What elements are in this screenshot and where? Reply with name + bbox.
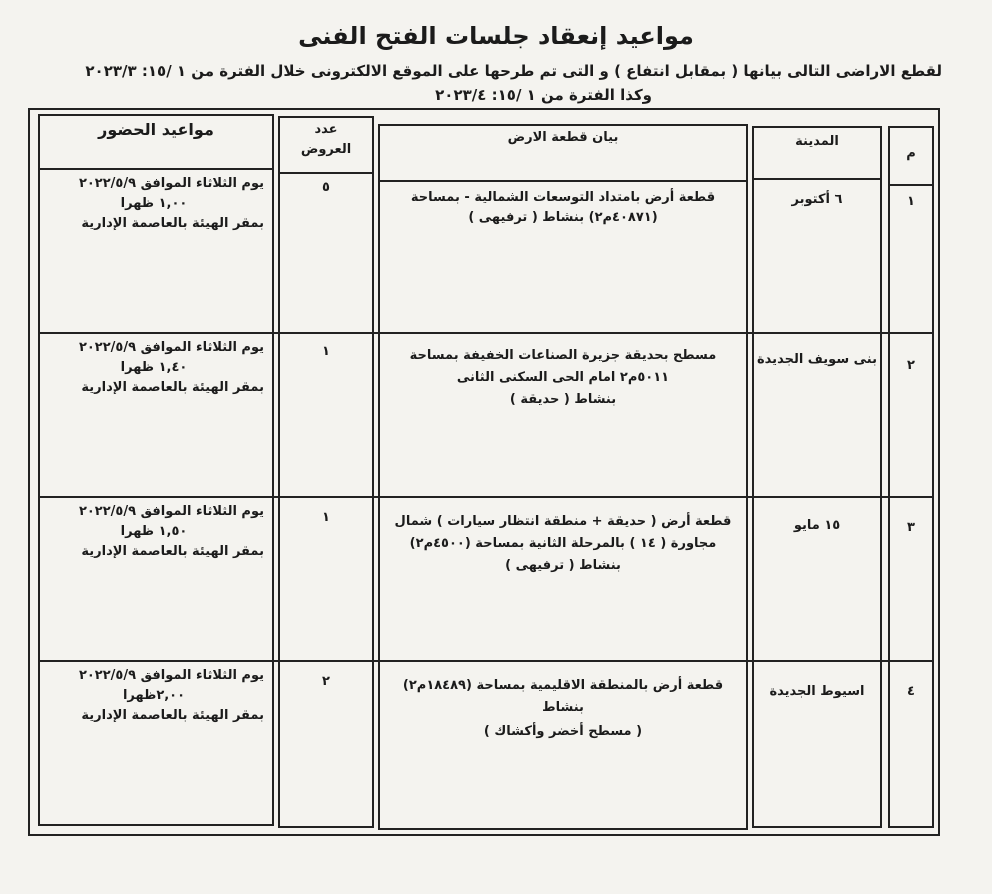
- row-2-land-2: ٥٠١١م٢ امام الحى السكنى الثانى: [456, 370, 670, 385]
- row-1-attendance-2: ١,٠٠ ظهرا: [120, 196, 188, 211]
- header-divider: [888, 184, 934, 186]
- row-divider: [38, 660, 934, 662]
- subtitle-line-2: وكذا الفترة من ١ /١٥: ٢٠٢٣/٤: [435, 86, 652, 104]
- document-title: مواعيد إنعقاد جلسات الفتح الفنى: [298, 22, 694, 50]
- row-3-land-1: قطعة أرض ( حديقة + منطقة انتظار سيارات ) شمال: [394, 514, 732, 529]
- row-4-land-2: بنشاط: [542, 700, 584, 715]
- column-city: [752, 126, 882, 828]
- header-divider: [378, 180, 748, 182]
- row-2-num: ٢: [907, 358, 915, 373]
- header-offers-1: عدد: [314, 122, 338, 137]
- row-1-land-2: (٤٠٨٧١م٢) بنشاط ( ترفيهى ): [468, 210, 658, 225]
- row-4-num: ٤: [907, 684, 915, 699]
- row-2-city: بنى سويف الجديدة: [757, 352, 877, 367]
- row-4-land-1: قطعة أرض بالمنطقة الاقليمية بمساحة (١٨٤٨٩م٢): [402, 678, 724, 693]
- row-3-attendance-3: بمقر الهيئة بالعاصمة الإدارية: [81, 544, 264, 559]
- row-3-num: ٣: [907, 520, 915, 535]
- row-3-offers: ١: [322, 510, 330, 525]
- header-num: م: [906, 146, 916, 161]
- row-1-offers: ٥: [322, 180, 330, 195]
- row-3-land-3: بنشاط ( ترفيهى ): [505, 558, 621, 573]
- row-3-attendance-1: يوم الثلاثاء الموافق ٢٠٢٢/٥/٩: [78, 504, 264, 519]
- row-2-attendance-2: ١,٤٠ ظهرا: [120, 360, 188, 375]
- row-3-city: ١٥ مايو: [793, 518, 841, 533]
- header-divider: [278, 172, 374, 174]
- row-1-attendance-3: بمقر الهيئة بالعاصمة الإدارية: [81, 216, 264, 231]
- header-city: المدينة: [795, 134, 839, 149]
- row-2-land-3: بنشاط ( حديقة ): [509, 392, 617, 407]
- row-1-attendance-1: يوم الثلاثاء الموافق ٢٠٢٢/٥/٩: [78, 176, 264, 191]
- row-4-attendance-2: ٢,٠٠ظهرا: [122, 688, 186, 703]
- row-4-city: اسيوط الجديدة: [769, 684, 865, 699]
- row-1-land-1: قطعة أرض بامتداد التوسعات الشمالية - بمساحة: [410, 190, 716, 205]
- header-divider: [38, 168, 274, 170]
- header-offers-2: العروض: [300, 142, 352, 157]
- row-2-attendance-1: يوم الثلاثاء الموافق ٢٠٢٢/٥/٩: [78, 340, 264, 355]
- row-divider: [38, 332, 934, 334]
- row-4-attendance-3: بمقر الهيئة بالعاصمة الإدارية: [81, 708, 264, 723]
- row-1-city: ٦ أكتوبر: [791, 192, 843, 207]
- header-land: بيان قطعة الارض: [507, 130, 619, 145]
- row-divider: [38, 496, 934, 498]
- row-4-offers: ٢: [322, 674, 330, 689]
- column-num: [888, 126, 934, 828]
- header-attendance: مواعيد الحضور: [98, 120, 214, 139]
- row-3-attendance-2: ١,٥٠ ظهرا: [120, 524, 188, 539]
- row-4-attendance-1: يوم الثلاثاء الموافق ٢٠٢٢/٥/٩: [78, 668, 264, 683]
- header-divider: [752, 178, 882, 180]
- row-2-attendance-3: بمقر الهيئة بالعاصمة الإدارية: [81, 380, 264, 395]
- row-1-num: ١: [907, 194, 915, 209]
- column-offers: [278, 116, 374, 828]
- row-3-land-2: مجاورة ( ١٤ ) بالمرحلة الثانية بمساحة (٤٥٠٠م٢): [409, 536, 717, 551]
- row-2-land-1: مسطح بحديقة جزيرة الصناعات الخفيفة بمساحة: [409, 348, 717, 363]
- subtitle-line-1: لقطع الاراضى التالى بيانها ( بمقابل انتفاع ) و التى تم طرحها على الموقع الالكترونى خلال الفترة من ١ /١٥: ٢٠٢٣/٣: [85, 62, 942, 80]
- row-4-land-3: ( مسطح أخضر وأكشاك ): [483, 724, 643, 739]
- row-2-offers: ١: [322, 344, 330, 359]
